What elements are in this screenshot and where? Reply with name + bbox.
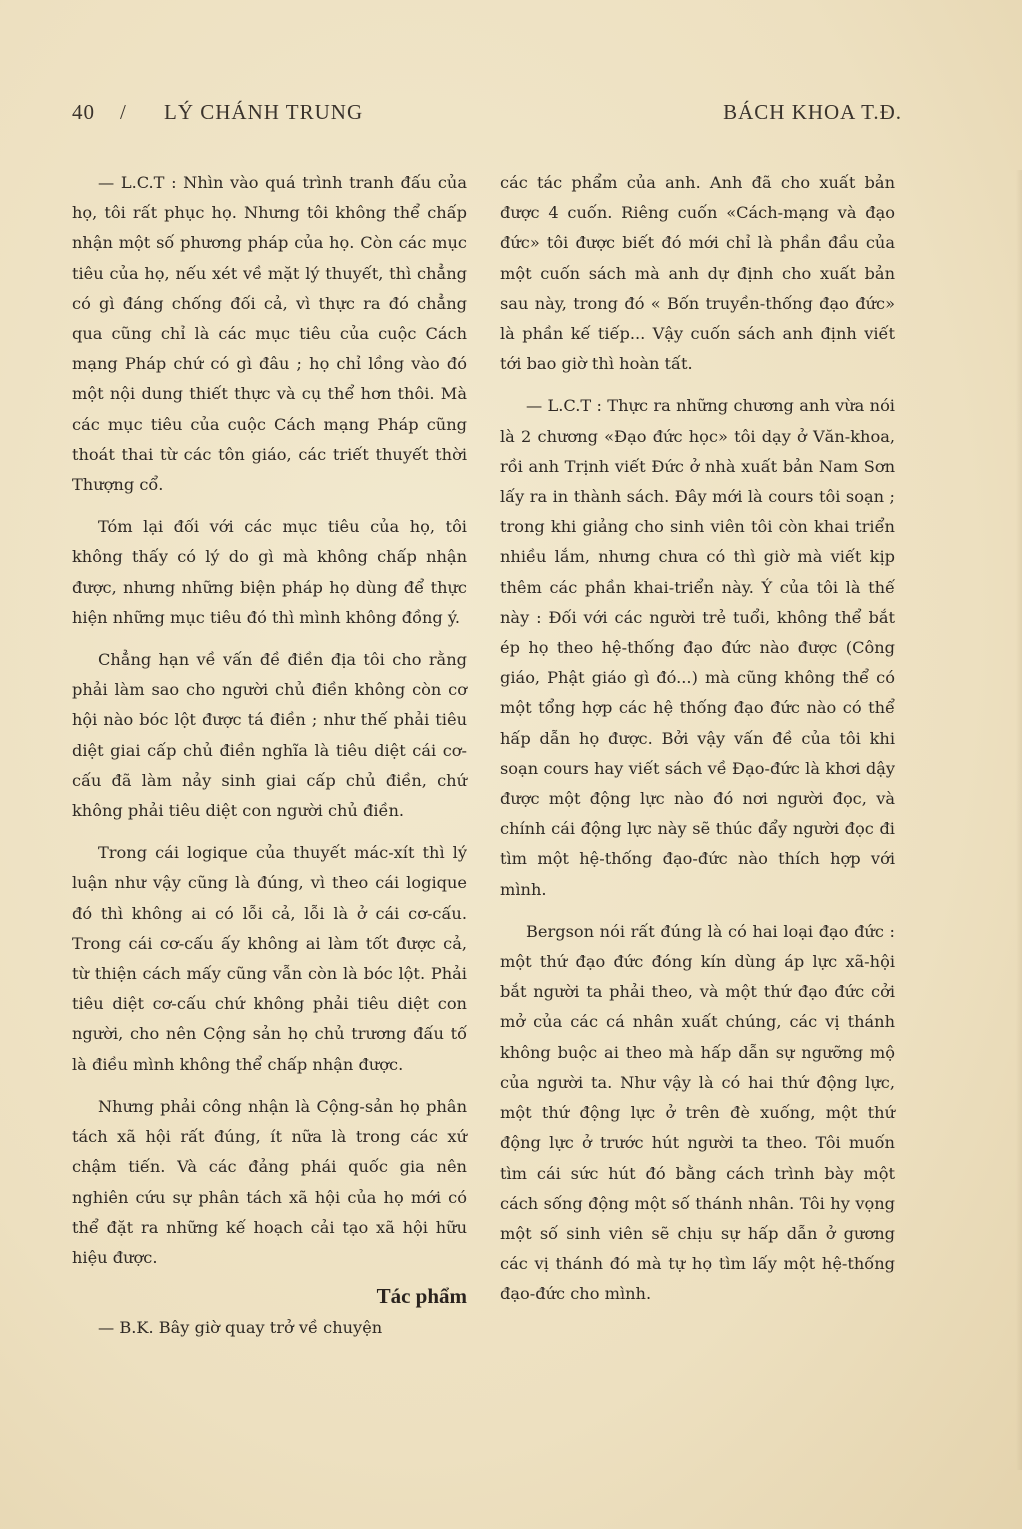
paragraph: — L.C.T : Thực ra những chương anh vừa nói là 2 chương «Đạo đức học» tôi dạy ở Văn-khoa, rồi anh Trịnh viết Đức ở nhà xuất bản Nam Sơn lấy ra in thành sách. Đây mới là cours tôi soạn ; trong khi giảng cho sinh viên tôi còn khai triển nhiều lắm, nhưng chưa có thì giờ mà viết kịp thêm các phần khai-triển này. Ý của tôi là thế này : Đối với các người trẻ tuổi, không thể bắt ép họ theo hệ-thống đạo đức nào được (Công giáo, Phật giáo gì đó...) mà cũng không thể có một tổng hợp các hệ thống đạo đức nào có thể hấp dẫn họ được. Bởi vậy vấn đề của tôi khi soạn cours hay viết sách về Đạo-đức là khơi dậy được một động lực nào đó nơi người đọc, và chính cái động lực này sẽ thúc đẩy người đọc đi tìm một hệ-thống đạo-đức nào thích hợp với mình.: [500, 396, 895, 899]
paragraph-continuation: các tác phẩm của anh. Anh đã cho xuất bản được 4 cuốn. Riêng cuốn «Cách-mạng và đạo đức» tôi được biết đó mới chỉ là phần đầu của một cuốn sách mà anh dự định cho xuất bản sau này, trong đó « Bốn truyền-thống đạo đức» là phần kế tiếp... Vậy cuốn sách anh định viết tới bao giờ thì hoàn tất.: [500, 173, 895, 374]
paragraph: Bergson nói rất đúng là có hai loại đạo đức : một thứ đạo đức đóng kín dùng áp lực xã-hội bắt người ta phải theo, và một thứ đạo đức cởi mở của các cá nhân xuất chúng, các vị thánh không buộc ai theo mà hấp dẫn sự ngưỡng mộ của người ta. Như vậy là có hai thứ động lực, một thứ động lực ở trên đè xuống, một thứ động lực ở trước hút người ta theo. Tôi muốn tìm cái sức hút đó bằng cách trình bày một cách sống động một số thánh nhân. Tôi hy vọng một số sinh viên sẽ chịu sự hấp dẫn ở gương các vị thánh đó mà tự họ tìm lấy một hệ-thống đạo-đức cho mình.: [500, 921, 895, 1304]
left-column: [72, 168, 467, 1355]
journal-name: BÁCH KHOA T.Đ.: [723, 100, 902, 124]
paragraph: — B.K. Bây giờ quay trở về chuyện: [98, 1318, 383, 1338]
paragraph: Nhưng phải công nhận là Cộng-sản họ phân tách xã hội rất đúng, ít nữa là trong các xứ chậm tiến. Và các đảng phái quốc gia nên nghiên cứu sự phân tách xã hội của họ mới có thể đặt ra những kế hoạch cải tạo xã hội hữu hiệu được.: [72, 1096, 467, 1267]
paragraph: — L.C.T : Nhìn vào quá trình tranh đấu của họ, tôi rất phục họ. Nhưng tôi không thể chấp nhận một số phương pháp của họ. Còn các mục tiêu của họ, nếu xét về mặt lý thuyết, thì chẳng có gì đáng chống đối cả, vì thực ra đó chẳng qua cũng chỉ là các mục tiêu của cuộc Cách mạng Pháp chứ có gì đâu ; họ chỉ lồng vào đó một nội dung thiết thực và cụ thể hơn thôi. Mà các mục tiêu của cuộc Cách mạng Pháp cũng thoát thai từ các tôn giáo, các triết thuyết thời Thượng cổ.: [72, 173, 467, 495]
page-edge-shadow: [1016, 170, 1022, 1470]
paragraph: Tóm lại đối với các mục tiêu của họ, tôi không thấy có lý do gì mà không chấp nhận được, nhưng những biện pháp họ dùng để thực hiện những mục tiêu đó thì mình không đồng ý.: [72, 517, 467, 627]
paragraph: Trong cái logique của thuyết mác-xít thì lý luận như vậy cũng là đúng, vì theo cái logique đó thì không ai có lỗi cả, lỗi là ở cái cơ-cấu. Trong cái cơ-cấu ấy không ai làm tốt được cả, từ thiện cách mấy cũng vẫn còn là bóc lột. Phải tiêu diệt cơ-cấu chứ không phải tiêu diệt con người, cho nên Cộng sản họ chủ trương đấu tố là điều mình không thể chấp nhận được.: [72, 843, 467, 1074]
header-separator: /: [120, 100, 127, 124]
page-number: 40: [72, 100, 95, 124]
paragraph: Chẳng hạn về vấn đề điền địa tôi cho rằng phải làm sao cho người chủ điền không còn cơ hội nào bóc lột được tá điền ; như thế phải tiêu diệt giai cấp chủ điền nghĩa là tiêu diệt cái cơ-cấu đã làm nảy sinh giai cấp chủ điền, chứ không phải tiêu diệt con người chủ điền.: [72, 650, 467, 821]
author-name: LÝ CHÁNH TRUNG: [164, 100, 364, 124]
right-column: [500, 168, 895, 1322]
running-header: [72, 100, 902, 132]
section-heading: Tác phẩm: [376, 1284, 467, 1309]
